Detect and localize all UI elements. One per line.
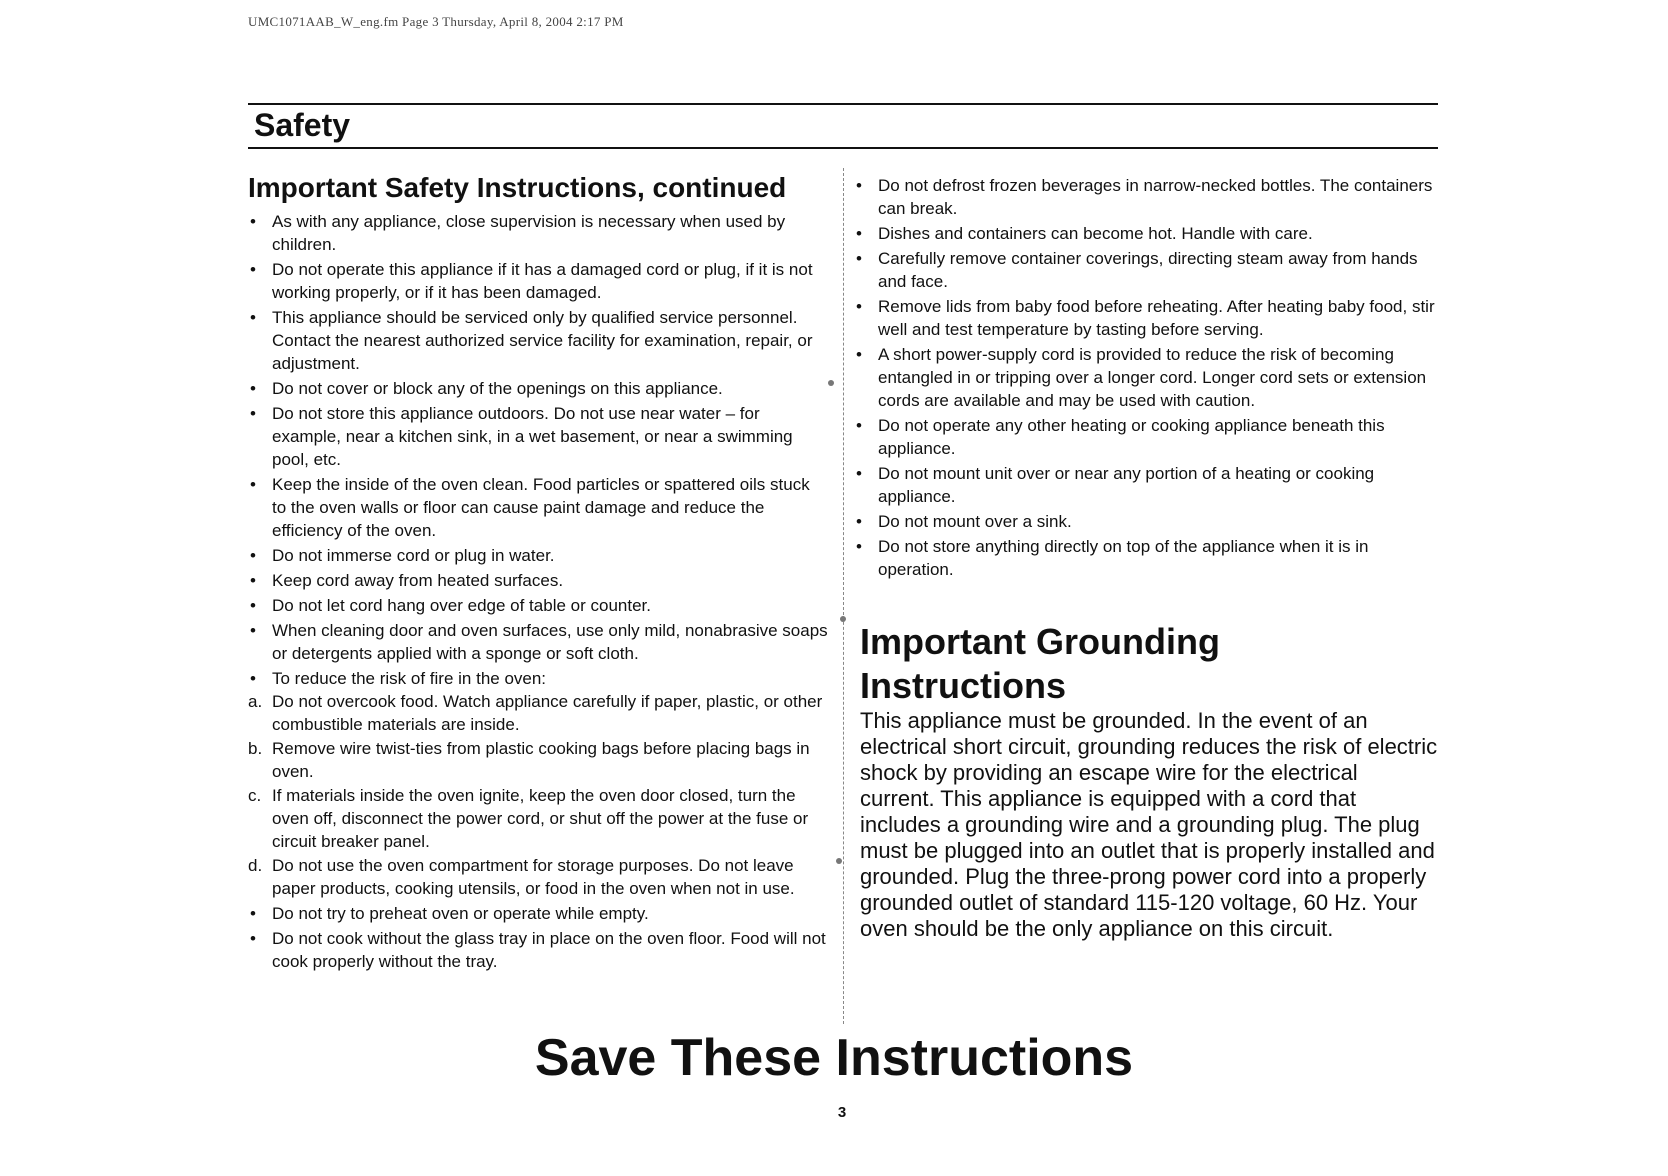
scan-mark-dot — [840, 616, 846, 622]
list-item-text: Keep the inside of the oven clean. Food particles or spattered oils stuck to the oven walls or floor can cause paint damage and reduce the efficiency of the oven. — [272, 475, 810, 540]
list-item — [248, 377, 828, 400]
list-item — [248, 902, 828, 925]
list-item-text: Do not operate this appliance if it has a damaged cord or plug, if it is not working properly, or if it has been damaged. — [272, 260, 813, 302]
bullet-icon: • — [250, 260, 256, 279]
bullet-icon: • — [856, 537, 862, 556]
bullet-icon: • — [250, 621, 256, 640]
list-item — [248, 473, 828, 542]
list-item-text: Do not store this appliance outdoors. Do not use near water – for example, near a kitchen sink, in a wet basement, or near a swimming pool, etc. — [272, 404, 793, 469]
list-item-text: When cleaning door and oven surfaces, use only mild, nonabrasive soaps or detergents applied with a sponge or soft cloth. — [272, 621, 828, 663]
bullet-icon: • — [250, 669, 256, 688]
list-item — [854, 247, 1444, 293]
bullet-icon: • — [856, 464, 862, 483]
list-item — [854, 295, 1444, 341]
list-item-text: A short power-supply cord is provided to reduce the risk of becoming entangled in or tripping over a longer cord. Longer cord sets or extension cords are available and may be used with caution. — [878, 345, 1427, 410]
list-item — [854, 414, 1444, 460]
sub-list-text: Do not overcook food. Watch appliance carefully if paper, plastic, or other combustible materials are inside. — [272, 692, 823, 734]
list-item-text: Do not let cord hang over edge of table or counter. — [272, 596, 651, 615]
bullet-icon: • — [856, 224, 862, 243]
list-item — [248, 544, 828, 567]
grounding-heading-line1: Important Grounding — [860, 621, 1220, 662]
bullet-icon: • — [250, 596, 256, 615]
bullet-icon: • — [250, 546, 256, 565]
grounding-heading-line2: Instructions — [860, 665, 1067, 706]
list-item-text: Do not mount over a sink. — [878, 512, 1072, 531]
sub-list-letter: b. — [248, 739, 263, 758]
list-item — [854, 535, 1444, 581]
bullet-icon: • — [250, 308, 256, 327]
safety-instructions-heading: Important Safety Instructions, continued — [248, 172, 787, 203]
bullet-icon: • — [250, 904, 256, 923]
list-item-text: Remove lids from baby food before reheating. After heating baby food, stir well and test temperature by tasting before serving. — [878, 297, 1435, 339]
list-item-text: Do not try to preheat oven or operate while empty. — [272, 904, 649, 923]
list-item — [248, 594, 828, 617]
list-item — [854, 222, 1444, 245]
sub-list-item — [248, 690, 828, 736]
bullet-icon: • — [250, 212, 256, 231]
list-item — [248, 569, 828, 592]
sub-list-letter: d. — [248, 856, 263, 875]
sub-list-item — [248, 784, 828, 853]
list-item — [248, 927, 828, 973]
list-item-text: Do not immerse cord or plug in water. — [272, 546, 555, 565]
left-bullet-list — [248, 210, 828, 973]
grounding-paragraph: This appliance must be grounded. In the event of an electrical short circuit, grounding reduces the risk of electric shock by providing an escape wire for the electrical current. This appliance is equipped with a cord that includes a grounding wire and a grounding plug. The plug must be plugged into an outlet that is properly installed and grounded. Plug the three-prong power cord into a properly grounded outlet of standard 115-120 voltage, 60 Hz. Your oven should be the only appliance on this circuit. — [860, 708, 1438, 941]
bullet-icon: • — [856, 512, 862, 531]
list-item — [854, 510, 1444, 533]
list-item-text: Do not cook without the glass tray in place on the oven floor. Food will not cook properly without the tray. — [272, 929, 826, 971]
list-item-text: Dishes and containers can become hot. Handle with care. — [878, 224, 1313, 243]
sub-list-text: Do not use the oven compartment for storage purposes. Do not leave paper products, cooking utensils, or food in the oven when not in use. — [272, 856, 795, 898]
list-item — [854, 174, 1444, 220]
bullet-icon: • — [250, 571, 256, 590]
sub-list-text: Remove wire twist-ties from plastic cooking bags before placing bags in oven. — [272, 739, 810, 781]
list-item-text: As with any appliance, close supervision is necessary when used by children. — [272, 212, 786, 254]
scan-mark-dot — [836, 858, 842, 864]
section-bottom-rule — [248, 147, 1438, 149]
right-column — [854, 174, 1444, 583]
list-item-text: Do not store anything directly on top of the appliance when it is in operation. — [878, 537, 1369, 579]
sub-list-text: If materials inside the oven ignite, keep the oven door closed, turn the oven off, disconnect the power cord, or shut off the power at the fuse or circuit breaker panel. — [272, 786, 809, 851]
sub-list-item — [248, 854, 828, 900]
list-item-text: This appliance should be serviced only by qualified service personnel. Contact the nearest authorized service facility for examination, repair, or adjustment. — [272, 308, 813, 373]
list-item — [248, 306, 828, 375]
list-item — [854, 462, 1444, 508]
list-item — [248, 210, 828, 256]
bullet-icon: • — [250, 379, 256, 398]
section-title: Safety — [254, 107, 351, 143]
list-item — [248, 619, 828, 665]
scan-mark-dot — [828, 380, 834, 386]
list-item — [854, 343, 1444, 412]
list-item-text: Do not defrost frozen beverages in narrow-necked bottles. The containers can break. — [878, 176, 1433, 218]
sub-list-item — [248, 737, 828, 783]
bullet-icon: • — [856, 249, 862, 268]
list-item-text: To reduce the risk of fire in the oven: — [272, 669, 547, 688]
list-item — [248, 402, 828, 471]
fire-risk-sub-list — [248, 690, 828, 900]
list-item — [248, 667, 828, 900]
grounding-heading — [860, 620, 1420, 708]
list-item-text: Carefully remove container coverings, directing steam away from hands and face. — [878, 249, 1418, 291]
list-item-text: Do not mount unit over or near any portion of a heating or cooking appliance. — [878, 464, 1375, 506]
list-item-text: Do not operate any other heating or cooking appliance beneath this appliance. — [878, 416, 1385, 458]
sub-list-letter: a. — [248, 692, 263, 711]
bullet-icon: • — [856, 416, 862, 435]
column-divider — [843, 168, 844, 1024]
page-number: 3 — [837, 1104, 847, 1121]
bullet-icon: • — [250, 929, 256, 948]
right-bullet-list — [854, 174, 1444, 581]
left-column — [248, 170, 828, 975]
bullet-icon: • — [856, 345, 862, 364]
list-item — [248, 258, 828, 304]
sub-list-letter: c. — [248, 786, 262, 805]
bullet-icon: • — [250, 475, 256, 494]
file-header: UMC1071AAB_W_eng.fm Page 3 Thursday, April 8, 2004 2:17 PM — [248, 14, 624, 29]
save-instructions-banner: Save These Instructions — [534, 1029, 1134, 1087]
bullet-icon: • — [856, 297, 862, 316]
bullet-icon: • — [250, 404, 256, 423]
bullet-icon: • — [856, 176, 862, 195]
section-top-rule — [248, 103, 1438, 105]
list-item-text: Keep cord away from heated surfaces. — [272, 571, 564, 590]
list-item-text: Do not cover or block any of the openings on this appliance. — [272, 379, 723, 398]
